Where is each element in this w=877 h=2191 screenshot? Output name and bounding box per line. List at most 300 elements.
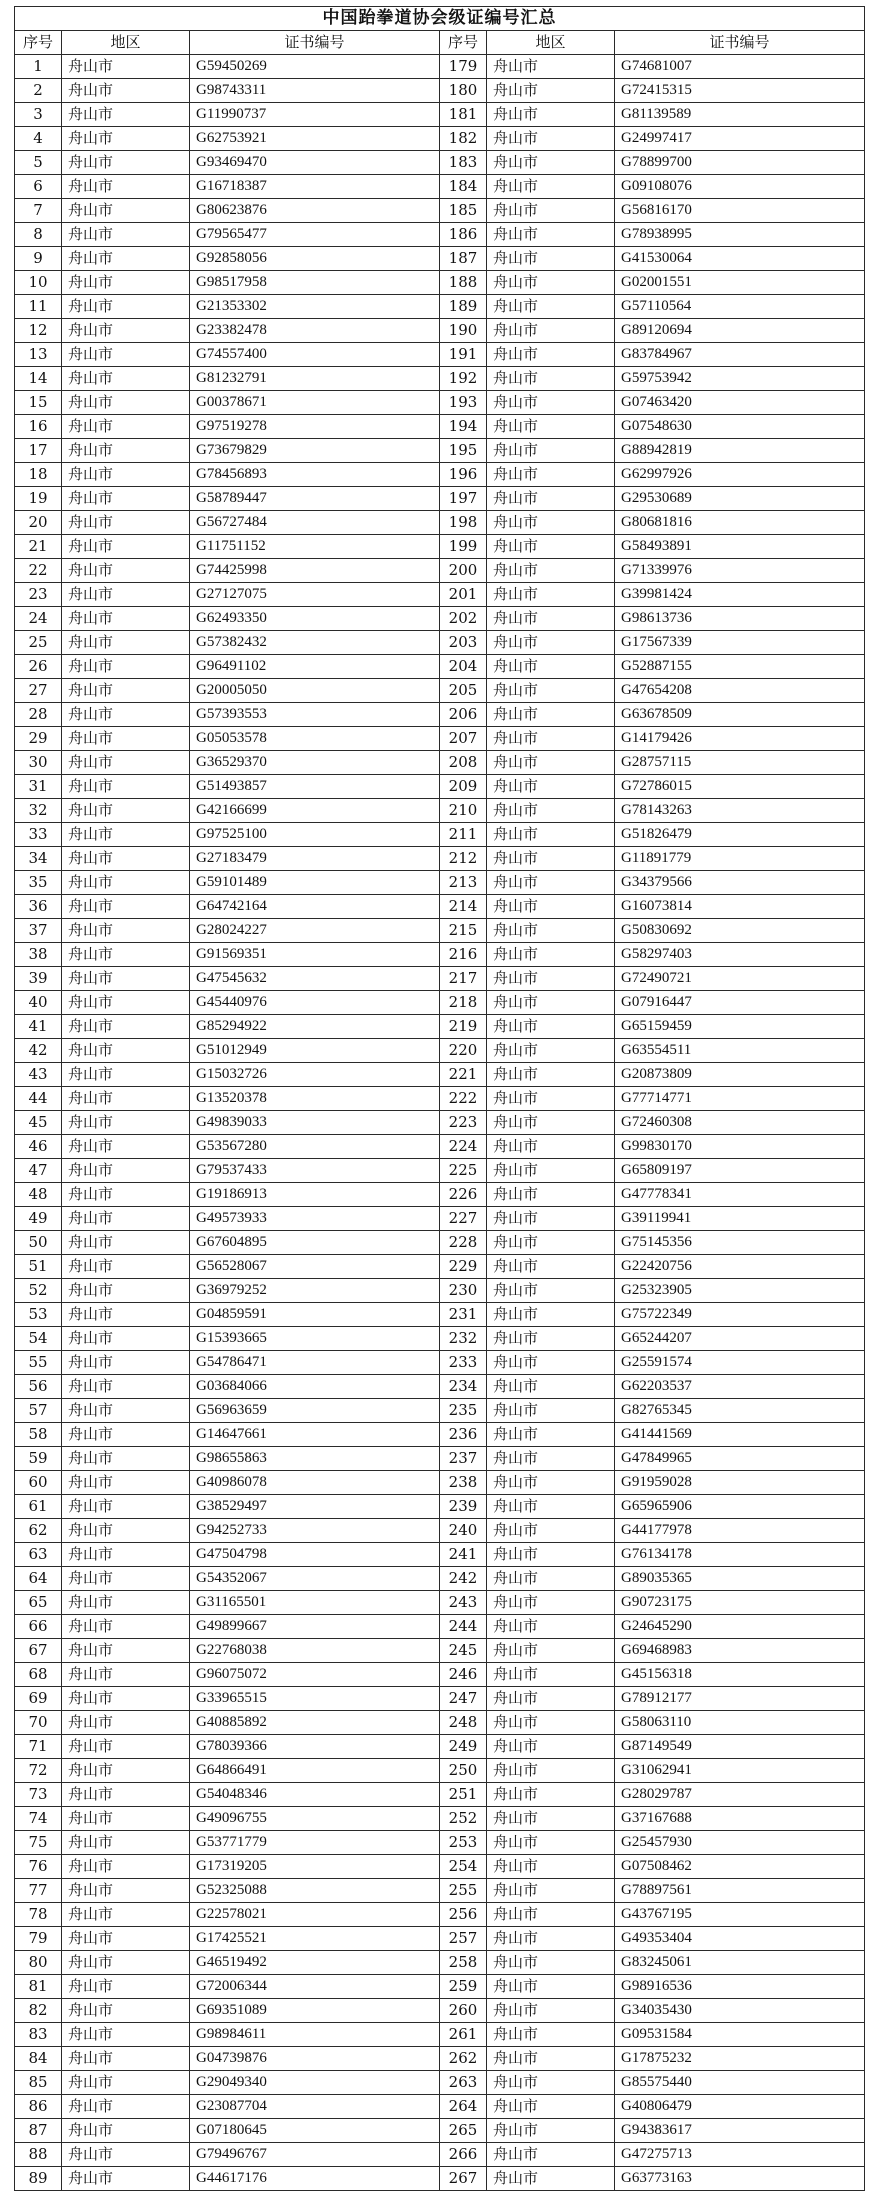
- region-cell-right: 舟山市: [487, 175, 615, 199]
- cert-number-right: G98916536: [615, 1975, 865, 1999]
- region-cell-left: 舟山市: [62, 439, 190, 463]
- cert-number-right: G91959028: [615, 1471, 865, 1495]
- region-cell-right: 舟山市: [487, 895, 615, 919]
- region-cell-left: 舟山市: [62, 1135, 190, 1159]
- cert-number-left: G29049340: [190, 2071, 440, 2095]
- seq-cell-right: 201: [440, 583, 487, 607]
- region-cell-left: 舟山市: [62, 1183, 190, 1207]
- region-cell-left: 舟山市: [62, 991, 190, 1015]
- cert-number-left: G67604895: [190, 1231, 440, 1255]
- region-cell-right: 舟山市: [487, 343, 615, 367]
- region-cell-left: 舟山市: [62, 1015, 190, 1039]
- cert-number-left: G40885892: [190, 1711, 440, 1735]
- cert-number-right: G78938995: [615, 223, 865, 247]
- certificate-table: [14, 6, 865, 2191]
- cert-number-left: G16718387: [190, 175, 440, 199]
- table-row: [15, 1783, 865, 1807]
- cert-number-left: G98517958: [190, 271, 440, 295]
- table-row: [15, 607, 865, 631]
- seq-cell-left: 46: [15, 1135, 62, 1159]
- seq-cell-right: 198: [440, 511, 487, 535]
- cert-number-right: G58297403: [615, 943, 865, 967]
- region-cell-left: 舟山市: [62, 2047, 190, 2071]
- seq-cell-left: 68: [15, 1663, 62, 1687]
- seq-cell-left: 21: [15, 535, 62, 559]
- cert-number-right: G71339976: [615, 559, 865, 583]
- seq-cell-right: 242: [440, 1567, 487, 1591]
- seq-cell-left: 18: [15, 463, 62, 487]
- region-cell-left: 舟山市: [62, 127, 190, 151]
- seq-cell-right: 213: [440, 871, 487, 895]
- seq-cell-right: 244: [440, 1615, 487, 1639]
- region-cell-right: 舟山市: [487, 1855, 615, 1879]
- cert-number-right: G39119941: [615, 1207, 865, 1231]
- region-cell-right: 舟山市: [487, 151, 615, 175]
- region-cell-left: 舟山市: [62, 1591, 190, 1615]
- cert-number-left: G92858056: [190, 247, 440, 271]
- region-cell-right: 舟山市: [487, 2143, 615, 2167]
- region-cell-left: 舟山市: [62, 775, 190, 799]
- region-cell-left: 舟山市: [62, 799, 190, 823]
- cert-number-right: G47654208: [615, 679, 865, 703]
- cert-number-left: G07180645: [190, 2119, 440, 2143]
- seq-cell-right: 256: [440, 1903, 487, 1927]
- seq-cell-right: 255: [440, 1879, 487, 1903]
- seq-cell-right: 199: [440, 535, 487, 559]
- cert-number-left: G47545632: [190, 967, 440, 991]
- seq-cell-left: 62: [15, 1519, 62, 1543]
- cert-number-left: G91569351: [190, 943, 440, 967]
- seq-cell-left: 47: [15, 1159, 62, 1183]
- seq-cell-left: 14: [15, 367, 62, 391]
- cert-number-right: G85575440: [615, 2071, 865, 2095]
- region-cell-left: 舟山市: [62, 2071, 190, 2095]
- table-row: [15, 1831, 865, 1855]
- region-cell-right: 舟山市: [487, 1759, 615, 1783]
- region-cell-left: 舟山市: [62, 199, 190, 223]
- region-cell-left: 舟山市: [62, 679, 190, 703]
- region-cell-left: 舟山市: [62, 343, 190, 367]
- cert-number-left: G79496767: [190, 2143, 440, 2167]
- cert-number-left: G03684066: [190, 1375, 440, 1399]
- seq-cell-right: 248: [440, 1711, 487, 1735]
- table-row: [15, 1447, 865, 1471]
- seq-cell-right: 209: [440, 775, 487, 799]
- seq-cell-left: 49: [15, 1207, 62, 1231]
- cert-number-right: G72460308: [615, 1111, 865, 1135]
- table-row: [15, 559, 865, 583]
- seq-cell-right: 211: [440, 823, 487, 847]
- seq-cell-right: 267: [440, 2167, 487, 2191]
- region-cell-right: 舟山市: [487, 607, 615, 631]
- seq-cell-right: 239: [440, 1495, 487, 1519]
- region-cell-left: 舟山市: [62, 1927, 190, 1951]
- region-cell-left: 舟山市: [62, 1687, 190, 1711]
- cert-number-left: G53567280: [190, 1135, 440, 1159]
- seq-cell-left: 54: [15, 1327, 62, 1351]
- seq-cell-right: 194: [440, 415, 487, 439]
- cert-number-left: G54048346: [190, 1783, 440, 1807]
- cert-number-right: G02001551: [615, 271, 865, 295]
- region-cell-right: 舟山市: [487, 655, 615, 679]
- cert-number-left: G05053578: [190, 727, 440, 751]
- cert-number-left: G54786471: [190, 1351, 440, 1375]
- table-row: [15, 1927, 865, 1951]
- region-cell-right: 舟山市: [487, 1327, 615, 1351]
- region-cell-right: 舟山市: [487, 223, 615, 247]
- table-row: [15, 991, 865, 1015]
- seq-cell-left: 23: [15, 583, 62, 607]
- seq-cell-left: 67: [15, 1639, 62, 1663]
- cert-number-right: G40806479: [615, 2095, 865, 2119]
- seq-cell-right: 187: [440, 247, 487, 271]
- cert-number-right: G74681007: [615, 55, 865, 79]
- table-row: [15, 1135, 865, 1159]
- cert-number-left: G62753921: [190, 127, 440, 151]
- cert-number-left: G51012949: [190, 1039, 440, 1063]
- region-cell-right: 舟山市: [487, 631, 615, 655]
- region-cell-left: 舟山市: [62, 943, 190, 967]
- cert-number-right: G58493891: [615, 535, 865, 559]
- table-row: [15, 175, 865, 199]
- seq-cell-right: 195: [440, 439, 487, 463]
- cert-number-right: G07463420: [615, 391, 865, 415]
- table-row: [15, 271, 865, 295]
- cert-number-right: G43767195: [615, 1903, 865, 1927]
- region-cell-right: 舟山市: [487, 1375, 615, 1399]
- seq-cell-right: 222: [440, 1087, 487, 1111]
- region-cell-left: 舟山市: [62, 1231, 190, 1255]
- seq-cell-right: 208: [440, 751, 487, 775]
- region-cell-right: 舟山市: [487, 2071, 615, 2095]
- region-cell-left: 舟山市: [62, 1951, 190, 1975]
- cert-number-right: G83784967: [615, 343, 865, 367]
- seq-cell-left: 87: [15, 2119, 62, 2143]
- table-row: [15, 1279, 865, 1303]
- region-cell-left: 舟山市: [62, 1087, 190, 1111]
- table-row: [15, 1639, 865, 1663]
- cert-number-left: G45440976: [190, 991, 440, 1015]
- cert-number-right: G62203537: [615, 1375, 865, 1399]
- table-row: [15, 1879, 865, 1903]
- seq-cell-left: 9: [15, 247, 62, 271]
- region-cell-right: 舟山市: [487, 2023, 615, 2047]
- cert-number-left: G42166699: [190, 799, 440, 823]
- region-cell-left: 舟山市: [62, 1255, 190, 1279]
- region-cell-right: 舟山市: [487, 1063, 615, 1087]
- cert-number-left: G15393665: [190, 1327, 440, 1351]
- cert-number-right: G51826479: [615, 823, 865, 847]
- cert-number-right: G78143263: [615, 799, 865, 823]
- table-row: [15, 463, 865, 487]
- cert-number-left: G23087704: [190, 2095, 440, 2119]
- seq-cell-right: 203: [440, 631, 487, 655]
- seq-cell-left: 86: [15, 2095, 62, 2119]
- region-cell-left: 舟山市: [62, 55, 190, 79]
- table-row: [15, 1807, 865, 1831]
- cert-number-right: G11891779: [615, 847, 865, 871]
- seq-cell-left: 84: [15, 2047, 62, 2071]
- region-cell-right: 舟山市: [487, 1999, 615, 2023]
- region-cell-right: 舟山市: [487, 559, 615, 583]
- seq-cell-left: 61: [15, 1495, 62, 1519]
- region-cell-left: 舟山市: [62, 1567, 190, 1591]
- region-cell-right: 舟山市: [487, 1159, 615, 1183]
- cert-number-left: G04859591: [190, 1303, 440, 1327]
- region-cell-left: 舟山市: [62, 247, 190, 271]
- seq-cell-left: 42: [15, 1039, 62, 1063]
- seq-cell-left: 83: [15, 2023, 62, 2047]
- cert-number-right: G39981424: [615, 583, 865, 607]
- cert-number-left: G00378671: [190, 391, 440, 415]
- cert-number-left: G57393553: [190, 703, 440, 727]
- seq-cell-left: 20: [15, 511, 62, 535]
- cert-number-right: G57110564: [615, 295, 865, 319]
- region-cell-left: 舟山市: [62, 871, 190, 895]
- seq-cell-right: 245: [440, 1639, 487, 1663]
- seq-cell-left: 80: [15, 1951, 62, 1975]
- cert-number-right: G80681816: [615, 511, 865, 535]
- seq-cell-left: 78: [15, 1903, 62, 1927]
- seq-cell-right: 181: [440, 103, 487, 127]
- cert-number-left: G15032726: [190, 1063, 440, 1087]
- region-cell-left: 舟山市: [62, 535, 190, 559]
- cert-number-left: G44617176: [190, 2167, 440, 2191]
- seq-cell-left: 48: [15, 1183, 62, 1207]
- cert-number-right: G72415315: [615, 79, 865, 103]
- region-cell-right: 舟山市: [487, 1351, 615, 1375]
- cert-number-right: G34379566: [615, 871, 865, 895]
- cert-number-right: G58063110: [615, 1711, 865, 1735]
- cert-number-right: G09531584: [615, 2023, 865, 2047]
- seq-cell-left: 38: [15, 943, 62, 967]
- region-cell-left: 舟山市: [62, 1855, 190, 1879]
- header-cert-right: 证书编号: [615, 31, 865, 55]
- table-row: [15, 871, 865, 895]
- region-cell-right: 舟山市: [487, 1807, 615, 1831]
- seq-cell-right: 232: [440, 1327, 487, 1351]
- cert-number-left: G98655863: [190, 1447, 440, 1471]
- region-cell-right: 舟山市: [487, 367, 615, 391]
- region-cell-right: 舟山市: [487, 991, 615, 1015]
- seq-cell-left: 4: [15, 127, 62, 151]
- region-cell-right: 舟山市: [487, 1639, 615, 1663]
- table-row: [15, 631, 865, 655]
- seq-cell-right: 233: [440, 1351, 487, 1375]
- seq-cell-left: 35: [15, 871, 62, 895]
- seq-cell-left: 7: [15, 199, 62, 223]
- title-row: [15, 7, 865, 31]
- region-cell-right: 舟山市: [487, 1687, 615, 1711]
- table-row: [15, 1759, 865, 1783]
- seq-cell-left: 30: [15, 751, 62, 775]
- region-cell-left: 舟山市: [62, 655, 190, 679]
- region-cell-right: 舟山市: [487, 391, 615, 415]
- seq-cell-left: 1: [15, 55, 62, 79]
- table-row: [15, 1543, 865, 1567]
- region-cell-left: 舟山市: [62, 1639, 190, 1663]
- region-cell-left: 舟山市: [62, 1447, 190, 1471]
- seq-cell-left: 6: [15, 175, 62, 199]
- cert-number-right: G77714771: [615, 1087, 865, 1111]
- seq-cell-right: 234: [440, 1375, 487, 1399]
- table-row: [15, 247, 865, 271]
- seq-cell-left: 33: [15, 823, 62, 847]
- cert-number-left: G58789447: [190, 487, 440, 511]
- cert-number-left: G98743311: [190, 79, 440, 103]
- cert-number-right: G44177978: [615, 1519, 865, 1543]
- seq-cell-right: 236: [440, 1423, 487, 1447]
- cert-number-left: G19186913: [190, 1183, 440, 1207]
- region-cell-right: 舟山市: [487, 1255, 615, 1279]
- cert-number-left: G93469470: [190, 151, 440, 175]
- region-cell-left: 舟山市: [62, 271, 190, 295]
- seq-cell-right: 252: [440, 1807, 487, 1831]
- cert-number-right: G69468983: [615, 1639, 865, 1663]
- table-row: [15, 1855, 865, 1879]
- region-cell-right: 舟山市: [487, 1111, 615, 1135]
- region-cell-left: 舟山市: [62, 463, 190, 487]
- table-row: [15, 1183, 865, 1207]
- cert-number-right: G17567339: [615, 631, 865, 655]
- seq-cell-right: 191: [440, 343, 487, 367]
- table-title: 中国跆拳道协会级证编号汇总: [15, 7, 865, 31]
- seq-cell-right: 246: [440, 1663, 487, 1687]
- table-row: [15, 1567, 865, 1591]
- region-cell-right: 舟山市: [487, 1423, 615, 1447]
- region-cell-left: 舟山市: [62, 1375, 190, 1399]
- seq-cell-left: 74: [15, 1807, 62, 1831]
- seq-cell-right: 266: [440, 2143, 487, 2167]
- seq-cell-left: 52: [15, 1279, 62, 1303]
- region-cell-left: 舟山市: [62, 847, 190, 871]
- header-row: [15, 31, 865, 55]
- region-cell-right: 舟山市: [487, 1927, 615, 1951]
- cert-number-right: G41530064: [615, 247, 865, 271]
- cert-number-right: G41441569: [615, 1423, 865, 1447]
- table-row: [15, 1591, 865, 1615]
- cert-number-left: G40986078: [190, 1471, 440, 1495]
- seq-cell-right: 226: [440, 1183, 487, 1207]
- region-cell-left: 舟山市: [62, 1495, 190, 1519]
- cert-number-left: G79537433: [190, 1159, 440, 1183]
- seq-cell-right: 196: [440, 463, 487, 487]
- table-row: [15, 2167, 865, 2191]
- header-cert-left: 证书编号: [190, 31, 440, 55]
- region-cell-left: 舟山市: [62, 511, 190, 535]
- seq-cell-left: 15: [15, 391, 62, 415]
- region-cell-right: 舟山市: [487, 1183, 615, 1207]
- region-cell-left: 舟山市: [62, 1063, 190, 1087]
- seq-cell-right: 243: [440, 1591, 487, 1615]
- cert-number-right: G59753942: [615, 367, 865, 391]
- table-row: [15, 895, 865, 919]
- table-row: [15, 2071, 865, 2095]
- seq-cell-left: 45: [15, 1111, 62, 1135]
- region-cell-right: 舟山市: [487, 271, 615, 295]
- region-cell-right: 舟山市: [487, 1471, 615, 1495]
- region-cell-right: 舟山市: [487, 1519, 615, 1543]
- table-row: [15, 79, 865, 103]
- seq-cell-right: 224: [440, 1135, 487, 1159]
- seq-cell-right: 179: [440, 55, 487, 79]
- region-cell-right: 舟山市: [487, 775, 615, 799]
- region-cell-right: 舟山市: [487, 1951, 615, 1975]
- table-row: [15, 511, 865, 535]
- region-cell-right: 舟山市: [487, 823, 615, 847]
- table-row: [15, 679, 865, 703]
- region-cell-left: 舟山市: [62, 1399, 190, 1423]
- cert-number-left: G57382432: [190, 631, 440, 655]
- cert-number-left: G59450269: [190, 55, 440, 79]
- cert-number-left: G56528067: [190, 1255, 440, 1279]
- seq-cell-right: 227: [440, 1207, 487, 1231]
- cert-number-left: G21353302: [190, 295, 440, 319]
- cert-number-left: G74557400: [190, 343, 440, 367]
- region-cell-left: 舟山市: [62, 2023, 190, 2047]
- seq-cell-right: 192: [440, 367, 487, 391]
- seq-cell-right: 238: [440, 1471, 487, 1495]
- cert-number-left: G98984611: [190, 2023, 440, 2047]
- region-cell-right: 舟山市: [487, 1303, 615, 1327]
- header-seq-left: 序号: [15, 31, 62, 55]
- cert-number-left: G74425998: [190, 559, 440, 583]
- table-row: [15, 1735, 865, 1759]
- seq-cell-right: 214: [440, 895, 487, 919]
- seq-cell-right: 182: [440, 127, 487, 151]
- region-cell-left: 舟山市: [62, 703, 190, 727]
- table-row: [15, 799, 865, 823]
- region-cell-left: 舟山市: [62, 1159, 190, 1183]
- region-cell-left: 舟山市: [62, 1471, 190, 1495]
- cert-number-left: G59101489: [190, 871, 440, 895]
- seq-cell-right: 261: [440, 2023, 487, 2047]
- seq-cell-right: 259: [440, 1975, 487, 1999]
- seq-cell-right: 235: [440, 1399, 487, 1423]
- cert-number-left: G28024227: [190, 919, 440, 943]
- cert-number-right: G72786015: [615, 775, 865, 799]
- cert-number-left: G22768038: [190, 1639, 440, 1663]
- table-row: [15, 151, 865, 175]
- seq-cell-right: 204: [440, 655, 487, 679]
- table-row: [15, 1711, 865, 1735]
- table-row: [15, 1663, 865, 1687]
- region-cell-left: 舟山市: [62, 1903, 190, 1927]
- region-cell-right: 舟山市: [487, 1711, 615, 1735]
- region-cell-left: 舟山市: [62, 1759, 190, 1783]
- region-cell-right: 舟山市: [487, 511, 615, 535]
- seq-cell-left: 8: [15, 223, 62, 247]
- cert-number-left: G62493350: [190, 607, 440, 631]
- region-cell-left: 舟山市: [62, 1039, 190, 1063]
- cert-number-left: G27183479: [190, 847, 440, 871]
- seq-cell-right: 183: [440, 151, 487, 175]
- table-row: [15, 1351, 865, 1375]
- seq-cell-right: 215: [440, 919, 487, 943]
- region-cell-right: 舟山市: [487, 319, 615, 343]
- region-cell-left: 舟山市: [62, 1303, 190, 1327]
- cert-number-right: G07916447: [615, 991, 865, 1015]
- cert-number-right: G14179426: [615, 727, 865, 751]
- seq-cell-right: 200: [440, 559, 487, 583]
- seq-cell-left: 5: [15, 151, 62, 175]
- table-row: [15, 367, 865, 391]
- cert-number-right: G52887155: [615, 655, 865, 679]
- seq-cell-left: 13: [15, 343, 62, 367]
- region-cell-right: 舟山市: [487, 703, 615, 727]
- seq-cell-right: 186: [440, 223, 487, 247]
- cert-number-left: G31165501: [190, 1591, 440, 1615]
